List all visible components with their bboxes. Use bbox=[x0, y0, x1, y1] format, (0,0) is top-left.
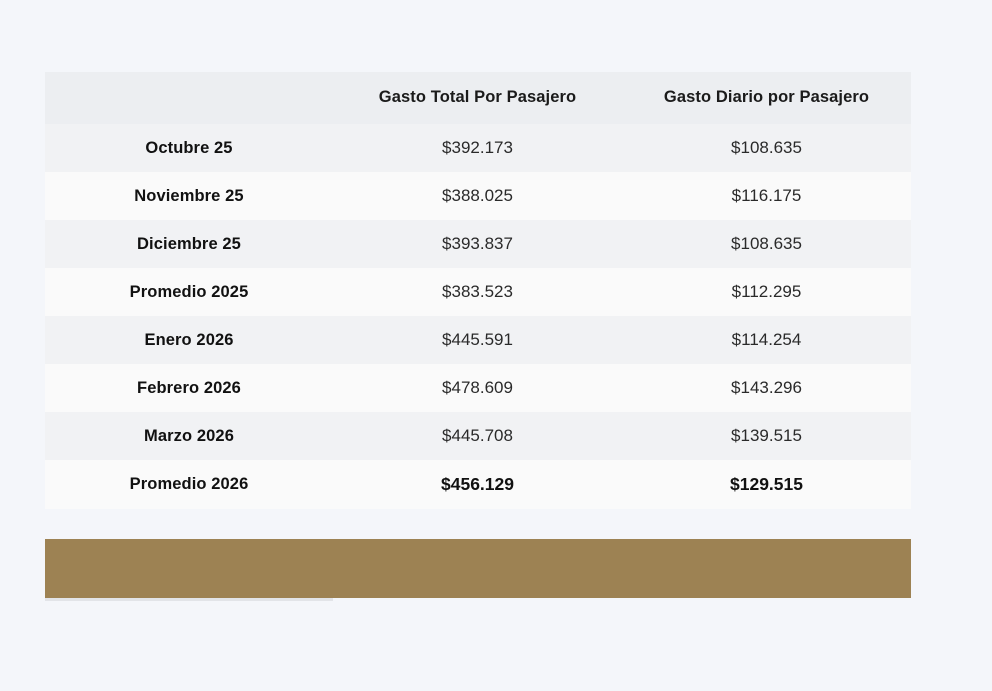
row-label: Enero 2026 bbox=[45, 316, 333, 364]
cell-gasto-diario: $108.635 bbox=[622, 124, 911, 172]
row-label: Diciembre 25 bbox=[45, 220, 333, 268]
row-label: Marzo 2026 bbox=[45, 412, 333, 460]
footer-shadow bbox=[45, 598, 333, 601]
row-label: Febrero 2026 bbox=[45, 364, 333, 412]
cell-gasto-diario: $114.254 bbox=[622, 316, 911, 364]
row-label: Noviembre 25 bbox=[45, 172, 333, 220]
cell-gasto-total: $388.025 bbox=[333, 172, 622, 220]
cell-gasto-diario: $116.175 bbox=[622, 172, 911, 220]
row-label: Promedio 2025 bbox=[45, 268, 333, 316]
footer-accent-bar bbox=[45, 539, 911, 598]
table-row bbox=[45, 268, 911, 316]
expense-table-container bbox=[45, 72, 911, 509]
cell-gasto-total: $383.523 bbox=[333, 268, 622, 316]
cell-gasto-diario: $129.515 bbox=[622, 460, 911, 509]
column-header-row-label bbox=[45, 72, 333, 124]
cell-gasto-diario: $112.295 bbox=[622, 268, 911, 316]
cell-gasto-total: $392.173 bbox=[333, 124, 622, 172]
column-header-gasto-diario: Gasto Diario por Pasajero bbox=[622, 72, 911, 124]
cell-gasto-total: $445.708 bbox=[333, 412, 622, 460]
cell-gasto-total: $393.837 bbox=[333, 220, 622, 268]
table-header bbox=[45, 72, 911, 124]
cell-gasto-total: $456.129 bbox=[333, 460, 622, 509]
table-row-summary bbox=[45, 460, 911, 509]
cell-gasto-diario: $143.296 bbox=[622, 364, 911, 412]
table-header-row bbox=[45, 72, 911, 124]
column-header-gasto-total: Gasto Total Por Pasajero bbox=[333, 72, 622, 124]
table-row bbox=[45, 124, 911, 172]
expense-table bbox=[45, 72, 911, 509]
cell-gasto-total: $478.609 bbox=[333, 364, 622, 412]
table-row bbox=[45, 220, 911, 268]
table-row bbox=[45, 172, 911, 220]
table-row bbox=[45, 364, 911, 412]
row-label: Octubre 25 bbox=[45, 124, 333, 172]
cell-gasto-diario: $139.515 bbox=[622, 412, 911, 460]
cell-gasto-total: $445.591 bbox=[333, 316, 622, 364]
cell-gasto-diario: $108.635 bbox=[622, 220, 911, 268]
row-label: Promedio 2026 bbox=[45, 460, 333, 509]
table-body bbox=[45, 124, 911, 509]
table-row bbox=[45, 316, 911, 364]
table-row bbox=[45, 412, 911, 460]
